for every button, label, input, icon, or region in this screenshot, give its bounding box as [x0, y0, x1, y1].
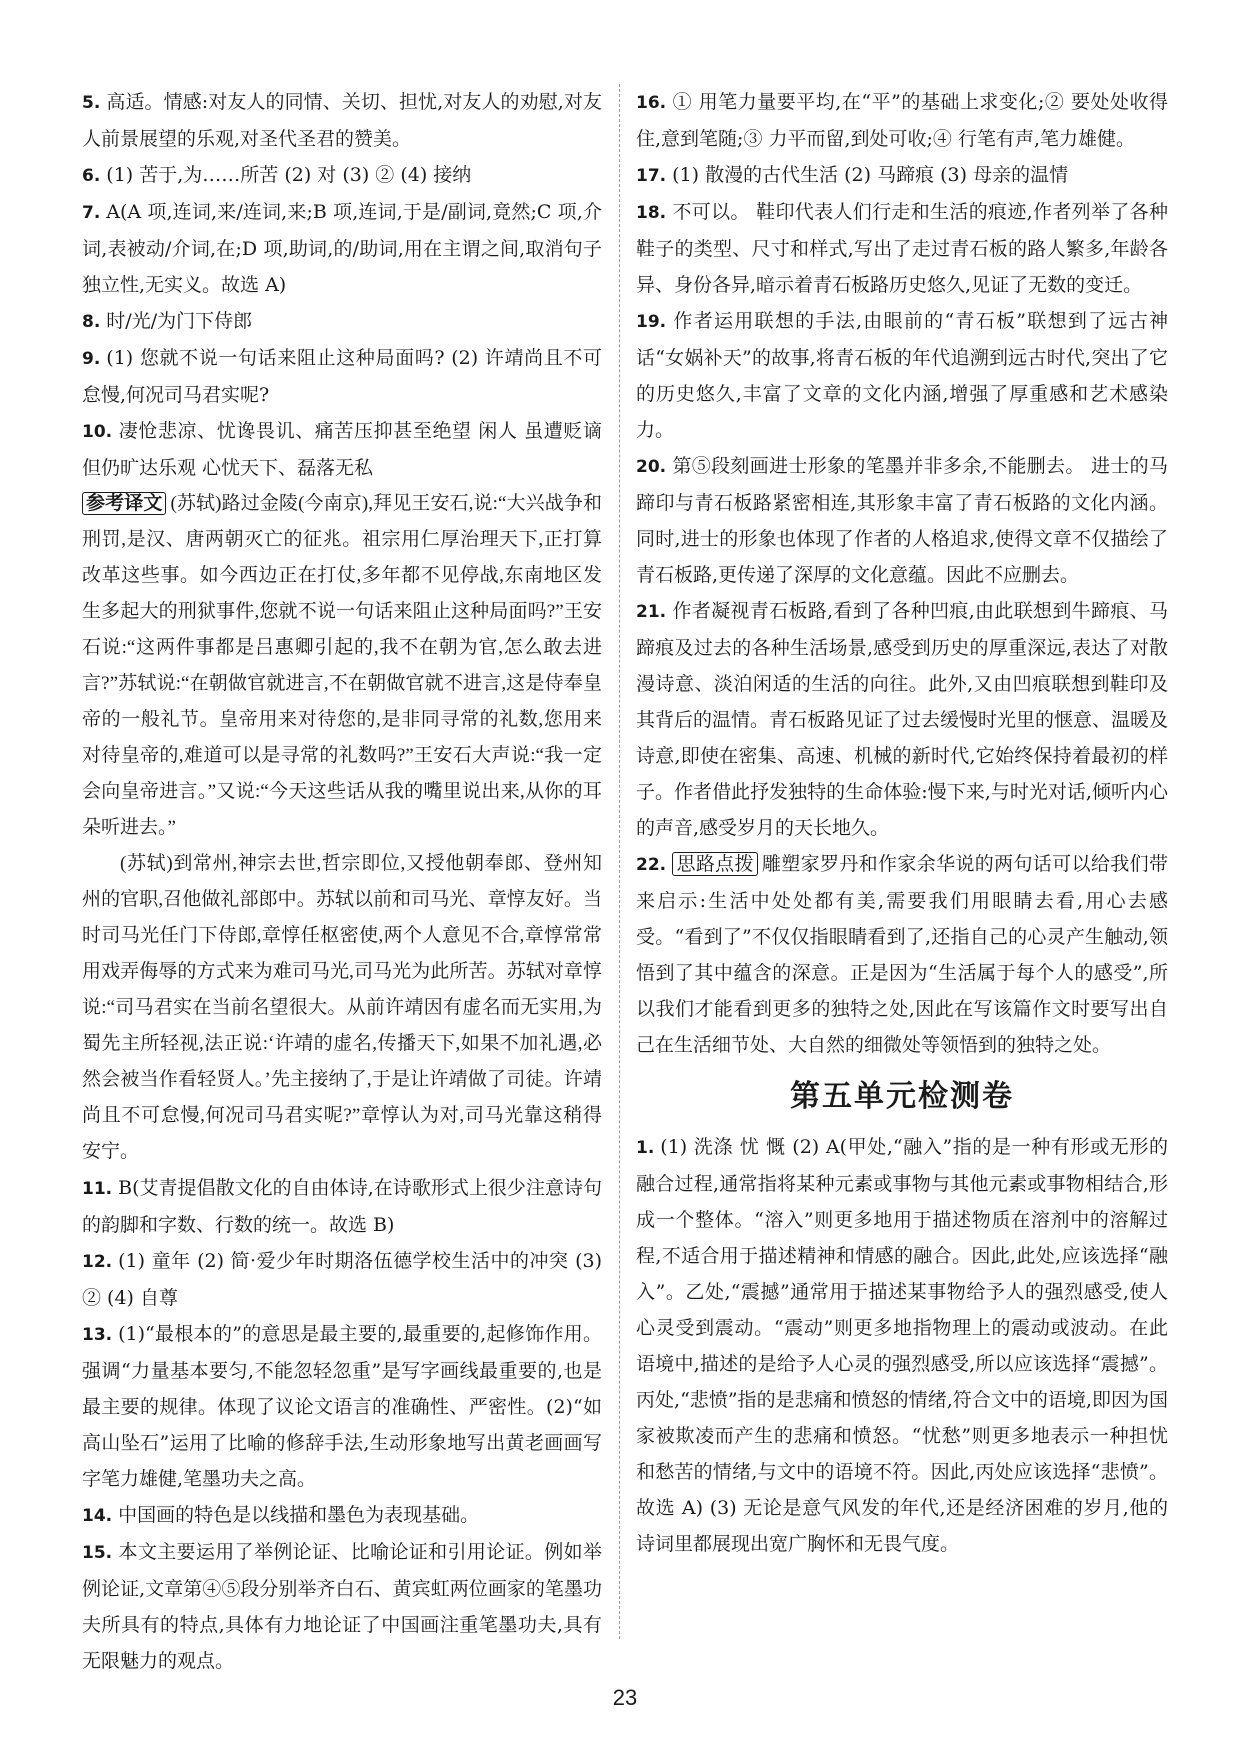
column-divider [619, 84, 620, 1639]
answer-11: 11. B(艾青提倡散文化的自由体诗,在诗歌形式上很少注意诗句的韵脚和字数、行数的统一。故选 B) [82, 1177, 602, 1236]
reference-translation-p2: (苏轼)到常州,神宗去世,哲宗即位,又授他朝奉郎、登州知州的官职,召他做礼部郎中。苏轼以前和司马光、章惇友好。当时司马光任门下侍郎,章惇任枢密使,两个人意见不合,章惇常常用戏弄侮辱的方式来为难司马光,司马光为此所苦。苏轼对章惇说:“司马君实在当前名望很大。从前许靖因有虚名而无实用,为蜀先主所轻视,法正说:‘许靖的虚名,传播天下,如果不加礼遇,必然会被当作看轻贤人。’先主接纳了,于是让许靖做了司徒。许靖尚且不可怠慢,何况司马君实呢?”章惇认为对,司马光靠这稍得安宁。 [82, 853, 602, 1162]
unit5-answer-1: 1. (1) 洗涤 忧 慨 (2) A(甲处,“融入”指的是一种有形或无形的融合过程,通常指将某种元素或事物与其他元素或事物相结合,形成一个整体。“溶入”则更多地用于描述物质在溶剂中的溶解过程,不适合用于描述精神和情感的融合。因此,此处,应该选择“融入”。乙处,“震撼”通常用于描述某事物给予人的强烈感受,使人心灵受到震动。“震动”则更多地指物理上的震动或波动。在此语境中,描述的是给予人心灵的强烈感受,所以应该选择“震撼”。丙处,“悲愤”指的是悲痛和愤怒的情绪,符合文中的语境,即因为国家被欺凌而产生的悲痛和愤怒。“忧愁”则更多地表示一种担忧和愁苦的情绪,与文中的语境不符。因此,丙处应该选择“悲愤”。故选 A) (3) 无论是意气风发的年代,还是经济困难的岁月,他的诗词里都展现出宽广胸怀和无畏气度。 [636, 1136, 1168, 1555]
answer-21: 21. 作者凝视青石板路,看到了各种凹痕,由此联想到牛蹄痕、马蹄痕及过去的各种生活场景,感受到历史的厚重深远,表达了对散漫诗意、淡泊闲适的生活的向往。此外,又由凹痕联想到鞋印及其背后的温情。青石板路见证了过去缓慢时光里的惬意、温暖及诗意,即使在密集、高速、机械的新时代,它始终保持着最初的样子。作者借此抒发独特的生命体验:慢下来,与时光对话,倾听内心的声音,感受岁月的天长地久。 [636, 600, 1169, 839]
section-title: 第五单元检测卷 [790, 1079, 1014, 1114]
answer-22: 22. 思路点拨 雕塑家罗丹和作家余华说的两句话可以给我们带来启示:生活中处处都有美,需要我们用眼睛去看,用心去感受。“看到了”不仅仅指眼睛看到了,还指自己的心灵产生触动,领悟到了其中蕴含的深意。正是因为“生活属于每个人的感受”,所以我们才能看到更多的独特之处,因此在写该篇作文时要写出自己在生活细节处、大自然的细微处等领悟到的独特之处。 [636, 853, 1168, 1056]
answer-7: 7. A(A 项,连词,来/连词,来;B 项,连词,于是/副词,竟然;C 项,介词,表被动/介词,在;D 项,助词,的/助词,用在主谓之间,取消句子独立性,无实义。故选 A) [82, 201, 602, 296]
hint-label: 思路点拨 [672, 852, 758, 876]
page-number: 23 [612, 1685, 638, 1710]
answer-15: 15. 本文主要运用了举例论证、比喻论证和引用论证。例如举例论证,文章第④⑤段分别举齐白石、黄宾虹两位画家的笔墨功夫所具有的特点,具体有力地论证了中国画注重笔墨功夫,具有无限魅力的观点。 [82, 1541, 602, 1672]
reference-translation-p1: 参考译文 (苏轼)路过金陵(今南京),拜见王安石,说:“大兴战争和刑罚,是汉、唐两朝灭亡的征兆。祖宗用仁厚治理天下,正打算改革这些事。如今西边正在打仗,多年都不见停战,东南地区发生多起大的刑狱事件,您就不说一句话来阻止这种局面吗?”王安石说:“这两件事都是吕惠卿引起的,我不在朝为官,怎么敢去进言?”苏轼说:“在朝做官就进言,不在朝做官就不进言,这是侍奉皇帝的一般礼节。皇帝用来对待您的,是非同寻常的礼数,您用来对待皇帝的,难道可以是寻常的礼数吗?”王安石大声说:“我一定会向皇帝进言。”又说:“今天这些话从我的嘴里说出来,从你的耳朵听进去。” [82, 493, 602, 838]
reference-translation-label: 参考译文 [82, 492, 166, 515]
answer-20: 20. 第⑤段刻画进士形象的笔墨并非多余,不能删去。 进士的马蹄印与青石板路紧密相连,其形象丰富了青石板路的文化内涵。同时,进士的形象也体现了作者的人格追求,使得文章不仅描绘了青石板路,更传递了深厚的文化意蕴。因此不应删去。 [636, 455, 1168, 586]
answer-17: 17. (1) 散漫的古代生活 (2) 马蹄痕 (3) 母亲的温情 [636, 164, 1069, 186]
answer-16: 16. ① 用笔力量要平均,在“平”的基础上求变化;② 要处处收得住,意到笔随;③ 力平而留,到处可收;④ 行笔有声,笔力雄健。 [636, 91, 1168, 150]
answer-12: 12. (1) 童年 (2) 简·爱少年时期洛伍德学校生活中的冲突 (3) ② (4) 自尊 [82, 1250, 602, 1309]
answer-6: 6. (1) 苦于,为……所苦 (2) 对 (3) ② (4) 接纳 [82, 164, 472, 186]
answer-13: 13. (1)“最根本的”的意思是最主要的,最重要的,起修饰作用。强调“力量基本要匀,不能忽轻忽重”是写字画线最重要的,也是最主要的规律。体现了议论文语言的准确性、严密性。(2)“如高山坠石”运用了比喻的修辞手法,生动形象地写出黄老画画写字笔力雄健,笔墨功夫之高。 [82, 1323, 602, 1490]
answer-18: 18. 不可以。 鞋印代表人们行走和生活的痕迹,作者列举了各种鞋子的类型、尺寸和样式,写出了走过青石板的路人繁多,年龄各异、身份各异,暗示着青石板路历史悠久,见证了无数的变迁。 [636, 201, 1168, 296]
left-column [82, 84, 602, 1679]
right-column [636, 84, 1168, 1562]
answer-10: 10. 凄怆悲凉、忧谗畏讥、痛苦压抑甚至绝望 闲人 虽遭贬谪但仍旷达乐观 心忧天下、磊落无私 [82, 420, 602, 479]
answer-5: 5. 高适。情感:对友人的同情、关切、担忧,对友人的劝慰,对友人前景展望的乐观,对圣代圣君的赞美。 [82, 91, 602, 150]
answer-14: 14. 中国画的特色是以线描和墨色为表现基础。 [82, 1504, 480, 1526]
answer-19: 19. 作者运用联想的手法,由眼前的“青石板”联想到了远古神话“女娲补天”的故事,将青石板的年代追溯到远古时代,突出了它的历史悠久,丰富了文章的文化内涵,增强了厚重感和艺术感染力。 [636, 310, 1168, 441]
answer-9: 9. (1) 您就不说一句话来阻止这种局面吗? (2) 许靖尚且不可怠慢,何况司马君实呢? [82, 347, 602, 406]
answer-8: 8. 时/光/为门下侍郎 [82, 310, 253, 332]
